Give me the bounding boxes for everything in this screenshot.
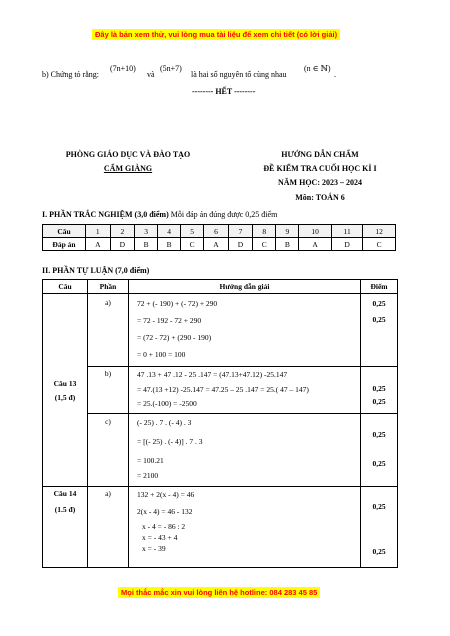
answer-cell: A xyxy=(299,238,332,251)
table-row xyxy=(43,294,398,367)
answer-row-label: Đáp án xyxy=(43,238,86,251)
solution-line: = 0 + 100 = 100 xyxy=(137,350,186,359)
problem-b-expr2: (5n+7) xyxy=(160,64,182,73)
table-row xyxy=(43,414,398,487)
solution-line: (- 25) . 7 . (- 4) . 3 xyxy=(137,418,192,427)
preview-banner: Đây là bản xem thử, vui lòng mua tài liệu để xem chi tiết (có lời giải) xyxy=(92,29,340,40)
question-number: 3 xyxy=(135,225,158,238)
problem-b-condition: (n ∈ ℕ) xyxy=(304,64,331,73)
header-department: PHÒNG GIÁO DỤC VÀ ĐÀO TẠO xyxy=(65,150,191,159)
answer-cell: C xyxy=(363,238,396,251)
hotline-banner: Mọi thắc mắc xin vui lòng liên hệ hotline: 084 283 45 85 xyxy=(118,587,320,598)
q13c-score xyxy=(361,414,398,487)
question-number: 4 xyxy=(158,225,181,238)
problem-b-period: . xyxy=(334,70,336,79)
question-number: 5 xyxy=(181,225,204,238)
answer-cell: B xyxy=(158,238,181,251)
end-mark: -------- HẾT -------- xyxy=(192,87,256,96)
answer-cell: A xyxy=(204,238,229,251)
part1-title: I. PHẦN TRẮC NGHIỆM (3,0 điểm) xyxy=(42,210,169,219)
problem-b-prefix: b) Chứng tỏ rằng: xyxy=(42,70,99,79)
score-value: 0,25 xyxy=(372,502,386,511)
header-score: Điểm xyxy=(361,280,398,294)
solution-line: x = - 39 xyxy=(142,544,166,553)
solution-line: 132 + 2(x - 4) = 46 xyxy=(137,490,195,499)
header-district: CẨM GIÀNG xyxy=(103,164,153,173)
problem-b-expr1: (7n+10) xyxy=(110,64,136,73)
answer-cell: B xyxy=(276,238,299,251)
score-value: 0,25 xyxy=(372,384,386,393)
q13-label: Câu 13 xyxy=(53,378,77,388)
answer-table xyxy=(42,224,396,251)
solution-line: 72 + (- 190) + (- 72) + 290 xyxy=(137,299,218,308)
question-number: 9 xyxy=(276,225,299,238)
q14a-score xyxy=(361,487,398,568)
q13b-score xyxy=(361,367,398,414)
q14-label: Câu 14 xyxy=(53,489,77,498)
question-number: 8 xyxy=(253,225,276,238)
score-value: 0,25 xyxy=(372,299,386,308)
answer-cell: D xyxy=(110,238,135,251)
table-row xyxy=(43,487,398,568)
header-school-year: NĂM HỌC: 2023 – 2024 xyxy=(278,178,362,187)
question-row-label: Câu xyxy=(43,225,86,238)
question-row xyxy=(43,225,396,238)
q14-points: (1.5 đ) xyxy=(54,505,76,514)
question-number: 6 xyxy=(204,225,229,238)
question-number: 11 xyxy=(331,225,363,238)
solution-line: = 100.21 xyxy=(137,456,164,465)
answer-cell: C xyxy=(253,238,276,251)
score-value: 0,25 xyxy=(372,315,386,324)
q13-points: (1,5 đ) xyxy=(54,392,76,402)
q13-label-cell xyxy=(43,294,88,487)
solution-line: = 25.(-100) = -2500 xyxy=(137,399,197,408)
question-number: 12 xyxy=(363,225,396,238)
score-value: 0,25 xyxy=(372,459,386,468)
question-number: 2 xyxy=(110,225,135,238)
answer-row xyxy=(43,238,396,251)
q14-label-cell xyxy=(43,487,88,568)
solution-line: x - 4 = - 86 : 2 xyxy=(142,522,186,531)
header-guide-title: HƯỚNG DẪN CHẤM xyxy=(281,150,359,159)
solution-line: = 47.(13 +12) -25.147 = 47.25 – 25 .147 = 25.( 47 – 147) xyxy=(137,385,309,394)
question-number: 7 xyxy=(228,225,253,238)
header-phan: Phần xyxy=(88,280,129,294)
q14a-part: a) xyxy=(88,487,129,568)
solution-line: = (72 - 72) + (290 - 190) xyxy=(137,333,212,342)
score-value: 0,25 xyxy=(372,430,386,439)
answer-cell: B xyxy=(135,238,158,251)
solution-line: 47 .13 + 47 .12 - 25 .147 = (47.13+47.12) -25.147 xyxy=(137,370,288,379)
part1-note: Mỗi đáp án đúng được 0,25 điểm xyxy=(168,210,278,219)
header-subject: Môn: TOÁN 6 xyxy=(295,193,345,202)
solution-line: 2(x - 4) = 46 - 132 xyxy=(137,507,193,516)
header-exam-title: ĐỀ KIỂM TRA CUỐI HỌC KÌ I xyxy=(263,164,377,173)
answer-cell: C xyxy=(181,238,204,251)
score-value: 0,25 xyxy=(372,397,386,406)
table-row xyxy=(43,367,398,414)
problem-b-suffix: là hai số nguyên tố cùng nhau xyxy=(191,70,287,79)
question-number: 10 xyxy=(299,225,332,238)
part1-title-row xyxy=(42,210,277,219)
header-guide: Hướng dẫn giải xyxy=(129,280,361,294)
solution-line: = 2100 xyxy=(137,471,159,480)
q14a-solution xyxy=(129,487,361,568)
q13a-solution xyxy=(129,294,361,367)
q13b-part: b) xyxy=(88,367,129,414)
solution-line: = 72 - 192 - 72 + 290 xyxy=(137,316,202,325)
score-value: 0,25 xyxy=(372,547,386,556)
answer-cell: D xyxy=(228,238,253,251)
part2-title: II. PHẦN TỰ LUẬN (7,0 điểm) xyxy=(42,266,150,275)
q13a-part: a) xyxy=(88,294,129,367)
question-number: 1 xyxy=(86,225,111,238)
header-cau: Câu xyxy=(43,280,88,294)
answer-cell: D xyxy=(331,238,363,251)
problem-b-and: và xyxy=(147,70,155,79)
answer-cell: A xyxy=(86,238,111,251)
solution-line: = [(- 25) . (- 4)] . 7 . 3 xyxy=(137,437,203,446)
q13c-part: c) xyxy=(88,414,129,487)
q13b-solution xyxy=(129,367,361,414)
solution-header-row xyxy=(43,280,398,294)
q13c-solution xyxy=(129,414,361,487)
solution-table xyxy=(42,279,398,568)
solution-line: x = - 43 + 4 xyxy=(142,533,178,542)
q13a-score xyxy=(361,294,398,367)
